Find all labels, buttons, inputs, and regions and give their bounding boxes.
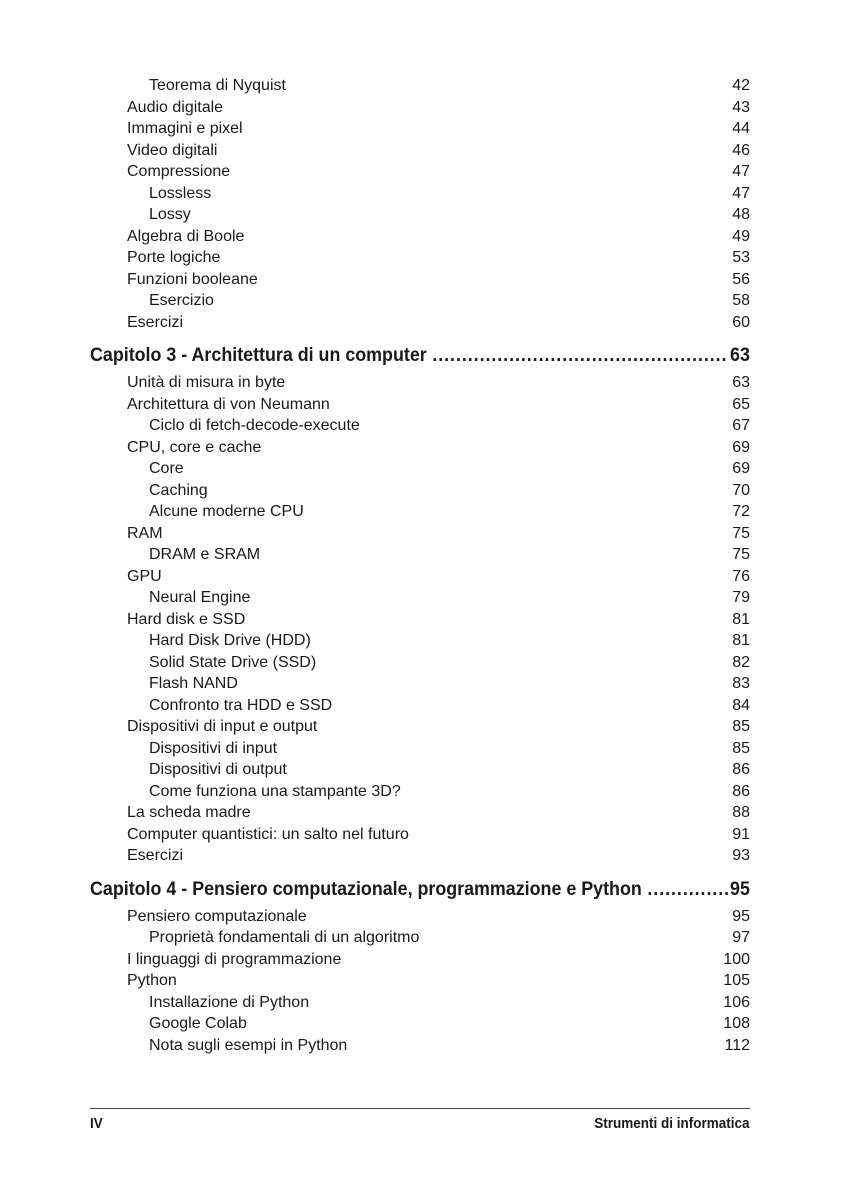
chapter-heading-4[interactable] xyxy=(90,878,750,902)
toc-entry-page-number: 81 xyxy=(732,632,750,649)
toc-entry[interactable] xyxy=(90,247,750,269)
toc-entry-title: Video digitali xyxy=(127,141,218,159)
toc-entry-title: Proprietà fondamentali di un algoritmo xyxy=(149,929,420,946)
toc-entry-page-number: 43 xyxy=(732,98,750,116)
toc-entry-page-number: 86 xyxy=(732,761,750,778)
toc-entry-page-number: 72 xyxy=(732,503,750,520)
toc-entry[interactable] xyxy=(90,927,750,949)
toc-entry[interactable] xyxy=(90,652,750,674)
toc-entry-title: Esercizi xyxy=(127,313,184,331)
toc-entry-title: Teorema di Nyquist xyxy=(149,77,286,94)
toc-entry-page-number: 67 xyxy=(732,417,750,434)
page-footer xyxy=(90,1114,750,1134)
toc-entry-title: Caching xyxy=(149,481,208,499)
toc-entry-title: Audio digitale xyxy=(127,98,224,116)
toc-entry[interactable] xyxy=(90,845,750,867)
toc-entry-title: Dispositivi di input xyxy=(149,739,278,757)
toc-entry-title: Neural Engine xyxy=(149,589,251,606)
toc-entry[interactable] xyxy=(90,949,750,971)
toc-entry-page-number: 53 xyxy=(732,249,750,266)
toc-entry-page-number: 93 xyxy=(732,847,750,864)
toc-entry-title: Solid State Drive (SSD) xyxy=(149,653,317,671)
toc-entry[interactable] xyxy=(90,415,750,437)
dot-leader xyxy=(432,344,728,368)
toc-entry-title: Hard disk e SSD xyxy=(127,610,246,628)
toc-entry-page-number: 97 xyxy=(732,929,750,946)
toc-entry[interactable] xyxy=(90,609,750,631)
toc-entry[interactable] xyxy=(90,630,750,652)
toc-entry[interactable] xyxy=(90,1035,750,1057)
toc-entry[interactable] xyxy=(90,501,750,523)
chapter-title: Capitolo 3 - Architettura di un computer xyxy=(90,345,427,366)
chapter-title: Capitolo 4 - Pensiero computazionale, programmazione e Python xyxy=(90,878,642,900)
toc-entry-page-number: 65 xyxy=(732,395,750,413)
toc-entry-page-number: 69 xyxy=(732,438,750,456)
toc-entry[interactable] xyxy=(90,1013,750,1035)
toc-entry[interactable] xyxy=(90,75,750,97)
toc-entry[interactable] xyxy=(90,458,750,480)
toc-entry[interactable] xyxy=(90,437,750,459)
toc-entry-page-number: 76 xyxy=(732,567,750,585)
toc-entry-title: Unità di misura in byte xyxy=(127,374,286,391)
toc-entry-page-number: 83 xyxy=(732,675,750,692)
toc-entry[interactable] xyxy=(90,673,750,695)
toc-entry-page-number: 47 xyxy=(732,163,750,180)
toc-entry-title: RAM xyxy=(127,524,163,542)
toc-entry-page-number: 69 xyxy=(732,460,750,477)
toc-entry-title: Hard Disk Drive (HDD) xyxy=(149,632,311,649)
toc-entry-title: Flash NAND xyxy=(149,675,238,692)
toc-entry-page-number: 48 xyxy=(732,206,750,223)
toc-entry-page-number: 91 xyxy=(732,825,750,843)
toc-group-2 xyxy=(90,372,750,867)
toc-entry-page-number: 60 xyxy=(732,313,750,331)
toc-entry-page-number: 86 xyxy=(732,782,750,800)
toc-entry-title: Computer quantistici: un salto nel futuro xyxy=(127,825,409,843)
toc-entry-page-number: 58 xyxy=(732,292,750,309)
toc-entry-title: La scheda madre xyxy=(127,804,251,821)
toc-entry[interactable] xyxy=(90,802,750,824)
toc-entry[interactable] xyxy=(90,97,750,119)
toc-entry-page-number: 47 xyxy=(732,184,750,202)
toc-group-1 xyxy=(90,75,750,333)
toc-entry-page-number: 82 xyxy=(732,653,750,671)
toc-entry-page-number: 85 xyxy=(732,718,750,735)
toc-entry-page-number: 79 xyxy=(732,589,750,606)
toc-entry[interactable] xyxy=(90,226,750,248)
chapter-page-number: 63 xyxy=(730,345,750,366)
toc-entry-title: Funzioni booleane xyxy=(127,270,258,288)
toc-entry-title: Come funziona una stampante 3D? xyxy=(149,782,401,800)
toc-entry-page-number: 46 xyxy=(732,141,750,159)
toc-entry-title: Confronto tra HDD e SSD xyxy=(149,696,333,714)
toc-entry[interactable] xyxy=(90,118,750,140)
toc-entry-page-number: 88 xyxy=(732,804,750,821)
chapter-heading-3[interactable] xyxy=(90,344,750,368)
toc-entry-page-number: 49 xyxy=(732,227,750,245)
toc-entry-title: Ciclo di fetch-decode-execute xyxy=(149,417,360,434)
toc-entry-page-number: 75 xyxy=(732,546,750,563)
toc-entry-page-number: 112 xyxy=(724,1036,750,1054)
toc-entry[interactable] xyxy=(90,781,750,803)
toc-entry[interactable] xyxy=(90,992,750,1014)
toc-entry-title: Alcune moderne CPU xyxy=(149,503,304,520)
footer-page-number: IV xyxy=(90,1115,103,1132)
toc-entry-title: DRAM e SRAM xyxy=(149,546,261,563)
toc-entry-title: Dispositivi di output xyxy=(149,761,287,778)
toc-entry[interactable] xyxy=(90,544,750,566)
toc-entry[interactable] xyxy=(90,824,750,846)
toc-entry-title: Architettura di von Neumann xyxy=(127,395,330,413)
toc-entry-page-number: 44 xyxy=(732,120,750,137)
toc-entry-page-number: 70 xyxy=(732,481,750,499)
toc-entry-title: Nota sugli esempi in Python xyxy=(149,1036,348,1054)
toc-entry-page-number: 42 xyxy=(732,77,750,94)
toc-entry-title: CPU, core e cache xyxy=(127,438,262,456)
toc-entry[interactable] xyxy=(90,204,750,226)
toc-entry-title: GPU xyxy=(127,567,162,585)
toc-entry[interactable] xyxy=(90,269,750,291)
footer-divider xyxy=(90,1108,750,1109)
toc-entry[interactable] xyxy=(90,480,750,502)
toc-entry-page-number: 81 xyxy=(732,610,750,628)
toc-entry-title: I linguaggi di programmazione xyxy=(127,950,342,968)
toc-group-3 xyxy=(90,906,750,1057)
toc-entry-page-number: 63 xyxy=(732,374,750,391)
toc-entry-page-number: 56 xyxy=(732,270,750,288)
table-of-contents xyxy=(90,75,750,1056)
dot-leader xyxy=(647,878,728,902)
toc-entry-page-number: 100 xyxy=(723,950,750,968)
toc-entry-title: Algebra di Boole xyxy=(127,227,245,245)
toc-entry-page-number: 95 xyxy=(732,907,750,925)
toc-entry-title: Dispositivi di input e output xyxy=(127,718,318,735)
toc-entry-page-number: 85 xyxy=(732,739,750,757)
toc-entry[interactable] xyxy=(90,523,750,545)
toc-entry-page-number: 108 xyxy=(723,1015,750,1032)
toc-entry[interactable] xyxy=(90,695,750,717)
toc-entry-page-number: 106 xyxy=(723,993,750,1011)
toc-entry-title: Lossless xyxy=(149,184,212,202)
toc-entry-title: Google Colab xyxy=(149,1015,247,1032)
toc-entry[interactable] xyxy=(90,290,750,312)
toc-entry[interactable] xyxy=(90,738,750,760)
toc-entry[interactable] xyxy=(90,372,750,394)
toc-entry[interactable] xyxy=(90,394,750,416)
toc-entry-title: Esercizi xyxy=(127,847,184,864)
toc-entry[interactable] xyxy=(90,312,750,334)
toc-entry-page-number: 84 xyxy=(732,696,750,714)
toc-entry-title: Pensiero computazionale xyxy=(127,907,307,925)
toc-entry-title: Lossy xyxy=(149,206,191,223)
toc-entry-title: Python xyxy=(127,972,177,989)
toc-entry-page-number: 105 xyxy=(723,972,750,989)
toc-entry[interactable] xyxy=(90,906,750,928)
footer-book-title: Strumenti di informatica xyxy=(594,1115,750,1132)
toc-entry-title: Esercizio xyxy=(149,292,214,309)
toc-entry[interactable] xyxy=(90,183,750,205)
toc-entry-title: Installazione di Python xyxy=(149,993,310,1011)
toc-entry-title: Porte logiche xyxy=(127,249,221,266)
toc-entry-title: Compressione xyxy=(127,163,231,180)
chapter-page-number: 95 xyxy=(730,878,750,900)
toc-entry[interactable] xyxy=(90,140,750,162)
toc-entry-title: Core xyxy=(149,460,184,477)
toc-entry[interactable] xyxy=(90,716,750,738)
toc-entry[interactable] xyxy=(90,566,750,588)
toc-entry[interactable] xyxy=(90,970,750,992)
toc-entry[interactable] xyxy=(90,587,750,609)
toc-entry[interactable] xyxy=(90,161,750,183)
toc-entry-page-number: 75 xyxy=(732,524,750,542)
toc-entry-title: Immagini e pixel xyxy=(127,120,243,137)
toc-entry[interactable] xyxy=(90,759,750,781)
